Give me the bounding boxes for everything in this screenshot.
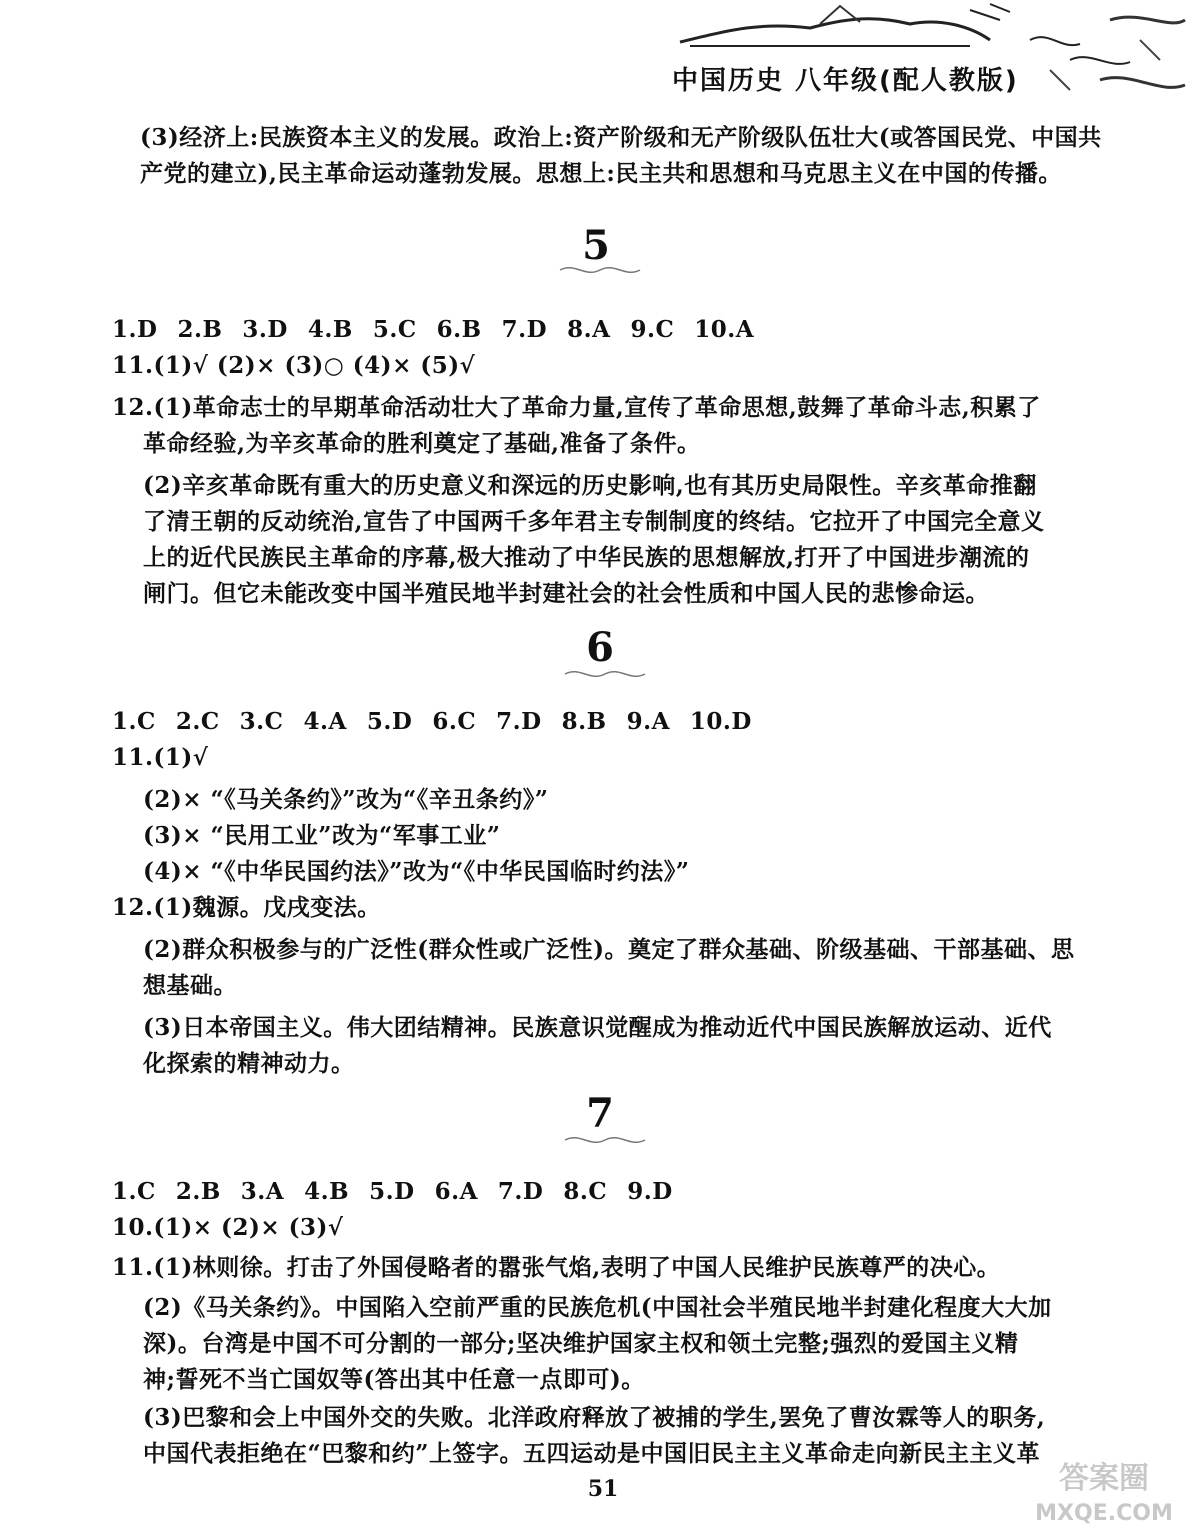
answer-item: 5.D xyxy=(366,708,413,735)
answer-item: 2.C xyxy=(175,708,220,735)
answer-item: 1.D xyxy=(112,316,158,343)
answer-item: 10.D xyxy=(689,708,752,735)
answer-text-line: 11.(1)√ xyxy=(112,744,209,771)
answer-item: 2.B xyxy=(175,1178,221,1205)
answer-item: 4.A xyxy=(303,708,347,735)
answer-item: 4.B xyxy=(304,1178,350,1205)
answer-item: 4.B xyxy=(307,316,353,343)
answer-text-line: (3)巴黎和会上中国外交的失败。北洋政府释放了被捕的学生,罢免了曹汝霖等人的职务, xyxy=(143,1404,1046,1431)
answer-text-line: 11.(1)林则徐。打击了外国侵略者的嚣张气焰,表明了中国人民维护民族尊严的决心。 xyxy=(112,1254,1001,1281)
mc-answer-row xyxy=(112,312,754,348)
answer-item: 7.D xyxy=(497,1178,544,1205)
answer-item: 3.A xyxy=(240,1178,285,1205)
answer-text-line: (2)《马关条约》。中国陷入空前严重的民族危机(中国社会半殖民地半封建化程度大大加 xyxy=(143,1294,1052,1321)
svg-text:MXQE.COM: MXQE.COM xyxy=(1035,1501,1173,1526)
answer-item: 8.A xyxy=(567,316,611,343)
section-number: 7 xyxy=(586,1090,614,1137)
answer-item: 5.D xyxy=(369,1178,415,1205)
answer-item: 6.A xyxy=(434,1178,478,1205)
section-number: 5 xyxy=(582,222,610,269)
answer-text-line: 化探索的精神动力。 xyxy=(143,1050,355,1077)
answer-item: 10.A xyxy=(694,316,755,343)
answer-item: 9.C xyxy=(630,316,675,343)
answer-item: 7.D xyxy=(496,708,542,735)
answer-item: 3.C xyxy=(239,708,284,735)
watermark-logo xyxy=(1024,1450,1184,1530)
mc-answer-row xyxy=(112,704,752,740)
answer-item: 9.D xyxy=(627,1178,673,1205)
page-number: 51 xyxy=(587,1476,619,1502)
section-number: 6 xyxy=(586,624,614,671)
answer-item: 9.A xyxy=(626,708,670,735)
answer-text-line: 想基础。 xyxy=(143,972,237,999)
answer-text-line: (3)日本帝国主义。伟大团结精神。民族意识觉醒成为推动近代中国民族解放运动、近代 xyxy=(143,1014,1052,1041)
answer-text-line: 12.(1)革命志士的早期革命活动壮大了革命力量,宣传了革命思想,鼓舞了革命斗志,积累了 xyxy=(112,394,1041,421)
answer-text-line: (2)群众积极参与的广泛性(群众性或广泛性)。奠定了群众基础、阶级基础、干部基础、思 xyxy=(143,936,1075,963)
answer-text-line: (2)辛亥革命既有重大的历史意义和深远的历史影响,也有其历史局限性。辛亥革命推翻 xyxy=(143,472,1037,499)
answer-text-line: (4)× “《中华民国约法》”改为“《中华民国临时约法》” xyxy=(143,858,690,885)
answer-item: 6.B xyxy=(436,316,482,343)
answer-text-line: 闸门。但它未能改变中国半殖民地半封建社会的社会性质和中国人民的悲惨命运。 xyxy=(143,580,989,607)
answer-text-line: 革命经验,为辛亥革命的胜利奠定了基础,准备了条件。 xyxy=(143,430,701,457)
answer-text-line: 神;誓死不当亡国奴等(答出其中任意一点即可)。 xyxy=(143,1366,645,1393)
mc-answer-row xyxy=(112,1174,673,1210)
answer-item: 1.C xyxy=(112,708,156,735)
intro-line: 产党的建立),民主革命运动蓬勃发展。思想上:民主共和思想和马克思主义在中国的传播。 xyxy=(140,160,1062,187)
answer-item: 3.D xyxy=(242,316,288,343)
answer-item: 5.C xyxy=(372,316,417,343)
intro-line: (3)经济上:民族资本主义的发展。政治上:资产阶级和无产阶级队伍壮大(或答国民党、中国共 xyxy=(140,124,1102,151)
answer-text-line: (2)× “《马关条约》”改为“《辛丑条约》” xyxy=(143,786,549,813)
answer-text-line: 12.(1)魏源。戊戌变法。 xyxy=(112,894,381,921)
book-title-header: 中国历史 八年级(配人教版) xyxy=(672,66,1019,96)
judge-answer-row: 11.(1)√ (2)× (3)○ (4)× (5)√ xyxy=(112,352,476,379)
answer-item: 6.C xyxy=(432,708,477,735)
answer-text-line: (3)× “民用工业”改为“军事工业” xyxy=(143,822,501,849)
svg-text:答案圈: 答案圈 xyxy=(1059,1461,1149,1496)
answer-item: 8.B xyxy=(561,708,607,735)
answer-item: 2.B xyxy=(177,316,223,343)
answer-text-line: 深)。台湾是中国不可分割的一部分;坚决维护国家主权和领土完整;强烈的爱国主义精 xyxy=(143,1330,1019,1357)
answer-text-line: 中国代表拒绝在“巴黎和约”上签字。五四运动是中国旧民主主义革命走向新民主主义革 xyxy=(143,1440,1040,1467)
judge-answer-row: 10.(1)× (2)× (3)√ xyxy=(112,1214,344,1241)
answer-text-line: 上的近代民族民主革命的序幕,极大推动了中华民族的思想解放,打开了中国进步潮流的 xyxy=(143,544,1030,571)
answer-text-line: 了清王朝的反动统治,宣告了中国两千多年君主专制制度的终结。它拉开了中国完全意义 xyxy=(143,508,1045,535)
answer-item: 1.C xyxy=(112,1178,156,1205)
answer-item: 7.D xyxy=(501,316,548,343)
answer-item: 8.C xyxy=(563,1178,608,1205)
